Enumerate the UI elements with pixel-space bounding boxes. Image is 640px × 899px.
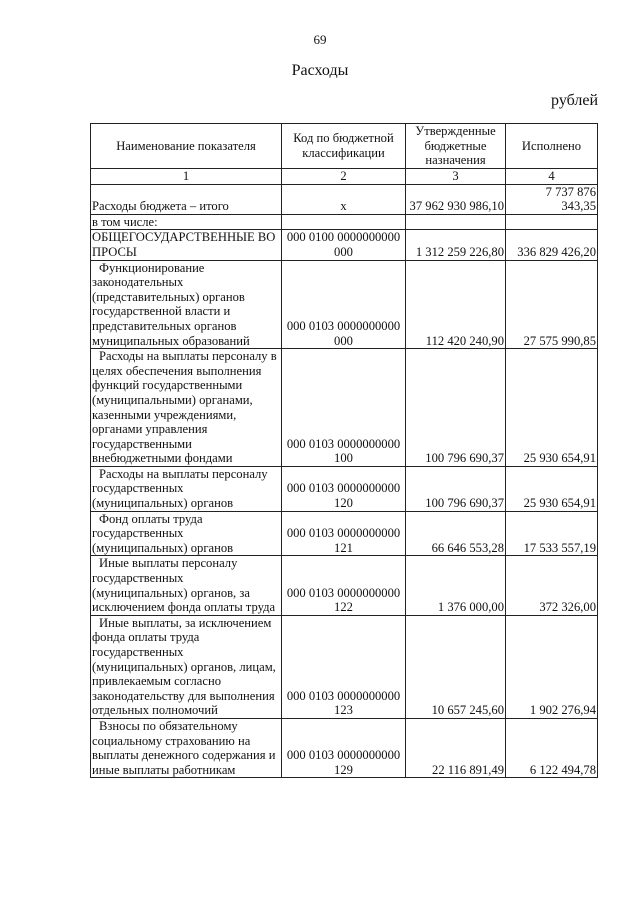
row-name: Иные выплаты, за исключением фонда оплаты труда государственных (муниципальных) органов, лицам, привлекаемым согласно законодательству для выполнения отдельных полномочий	[91, 615, 282, 718]
row-executed: 336 829 426,20	[506, 230, 598, 260]
table-row	[91, 184, 598, 214]
row-approved: 10 657 245,60	[406, 615, 506, 718]
row-executed: 6 122 494,78	[506, 718, 598, 777]
row-name: Функционирование законодательных (представительных) органов государственной власти и представительных органов муниципальных образований	[91, 260, 282, 349]
row-code: x	[282, 184, 406, 214]
row-executed: 17 533 557,19	[506, 511, 598, 556]
header-approved: Утвержденные бюджетные назначения	[406, 124, 506, 169]
row-name: Фонд оплаты труда государственных (муниципальных) органов	[91, 511, 282, 556]
table-header-row	[91, 124, 598, 169]
row-code: 000 0103 0000000000 121	[282, 511, 406, 556]
row-approved: 1 312 259 226,80	[406, 230, 506, 260]
column-number-row	[91, 169, 598, 185]
column-number: 2	[282, 169, 406, 185]
table-row	[91, 214, 598, 230]
row-approved	[406, 214, 506, 230]
row-approved: 112 420 240,90	[406, 260, 506, 349]
table-row	[91, 230, 598, 260]
row-code: 000 0103 0000000000 129	[282, 718, 406, 777]
table-row	[91, 466, 598, 511]
row-executed	[506, 214, 598, 230]
row-name: Иные выплаты персоналу государственных (муниципальных) органов, за исключением фонда оплаты труда	[91, 556, 282, 615]
column-number: 1	[91, 169, 282, 185]
row-code: 000 0100 0000000000 000	[282, 230, 406, 260]
row-executed: 372 326,00	[506, 556, 598, 615]
row-code: 000 0103 0000000000 122	[282, 556, 406, 615]
table-row	[91, 349, 598, 467]
row-code: 000 0103 0000000000 000	[282, 260, 406, 349]
row-executed: 27 575 990,85	[506, 260, 598, 349]
row-name: Расходы бюджета – итого	[91, 184, 282, 214]
row-name: ОБЩЕГОСУДАРСТВЕННЫЕ ВОПРОСЫ	[91, 230, 282, 260]
row-code: 000 0103 0000000000 120	[282, 466, 406, 511]
header-executed: Исполнено	[506, 124, 598, 169]
row-executed: 7 737 876 343,35	[506, 184, 598, 214]
header-name: Наименование показателя	[91, 124, 282, 169]
row-approved: 22 116 891,49	[406, 718, 506, 777]
table-row	[91, 511, 598, 556]
expenses-table	[90, 123, 598, 778]
table-row	[91, 260, 598, 349]
document-title: Расходы	[291, 62, 349, 79]
row-executed: 25 930 654,91	[506, 466, 598, 511]
currency-unit: рублей	[551, 92, 598, 109]
page-number: 69	[313, 32, 327, 47]
row-code	[282, 214, 406, 230]
row-approved: 100 796 690,37	[406, 349, 506, 467]
row-name: в том числе:	[91, 214, 282, 230]
column-number: 3	[406, 169, 506, 185]
header-code: Код по бюджетной классификации	[282, 124, 406, 169]
row-approved: 1 376 000,00	[406, 556, 506, 615]
row-code: 000 0103 0000000000 100	[282, 349, 406, 467]
row-name: Расходы на выплаты персоналу в целях обеспечения выполнения функций государственными (муниципальными) органами, казенными учреждениями, органами управления государственными внебюджетными фондами	[91, 349, 282, 467]
row-executed: 25 930 654,91	[506, 349, 598, 467]
table-row	[91, 615, 598, 718]
row-name: Взносы по обязательному социальному страхованию на выплаты денежного содержания и иные выплаты работникам	[91, 718, 282, 777]
row-approved: 100 796 690,37	[406, 466, 506, 511]
row-approved: 37 962 930 986,10	[406, 184, 506, 214]
row-approved: 66 646 553,28	[406, 511, 506, 556]
row-code: 000 0103 0000000000 123	[282, 615, 406, 718]
table-row	[91, 556, 598, 615]
row-executed: 1 902 276,94	[506, 615, 598, 718]
column-number: 4	[506, 169, 598, 185]
table-row	[91, 718, 598, 777]
row-name: Расходы на выплаты персоналу государственных (муниципальных) органов	[91, 466, 282, 511]
